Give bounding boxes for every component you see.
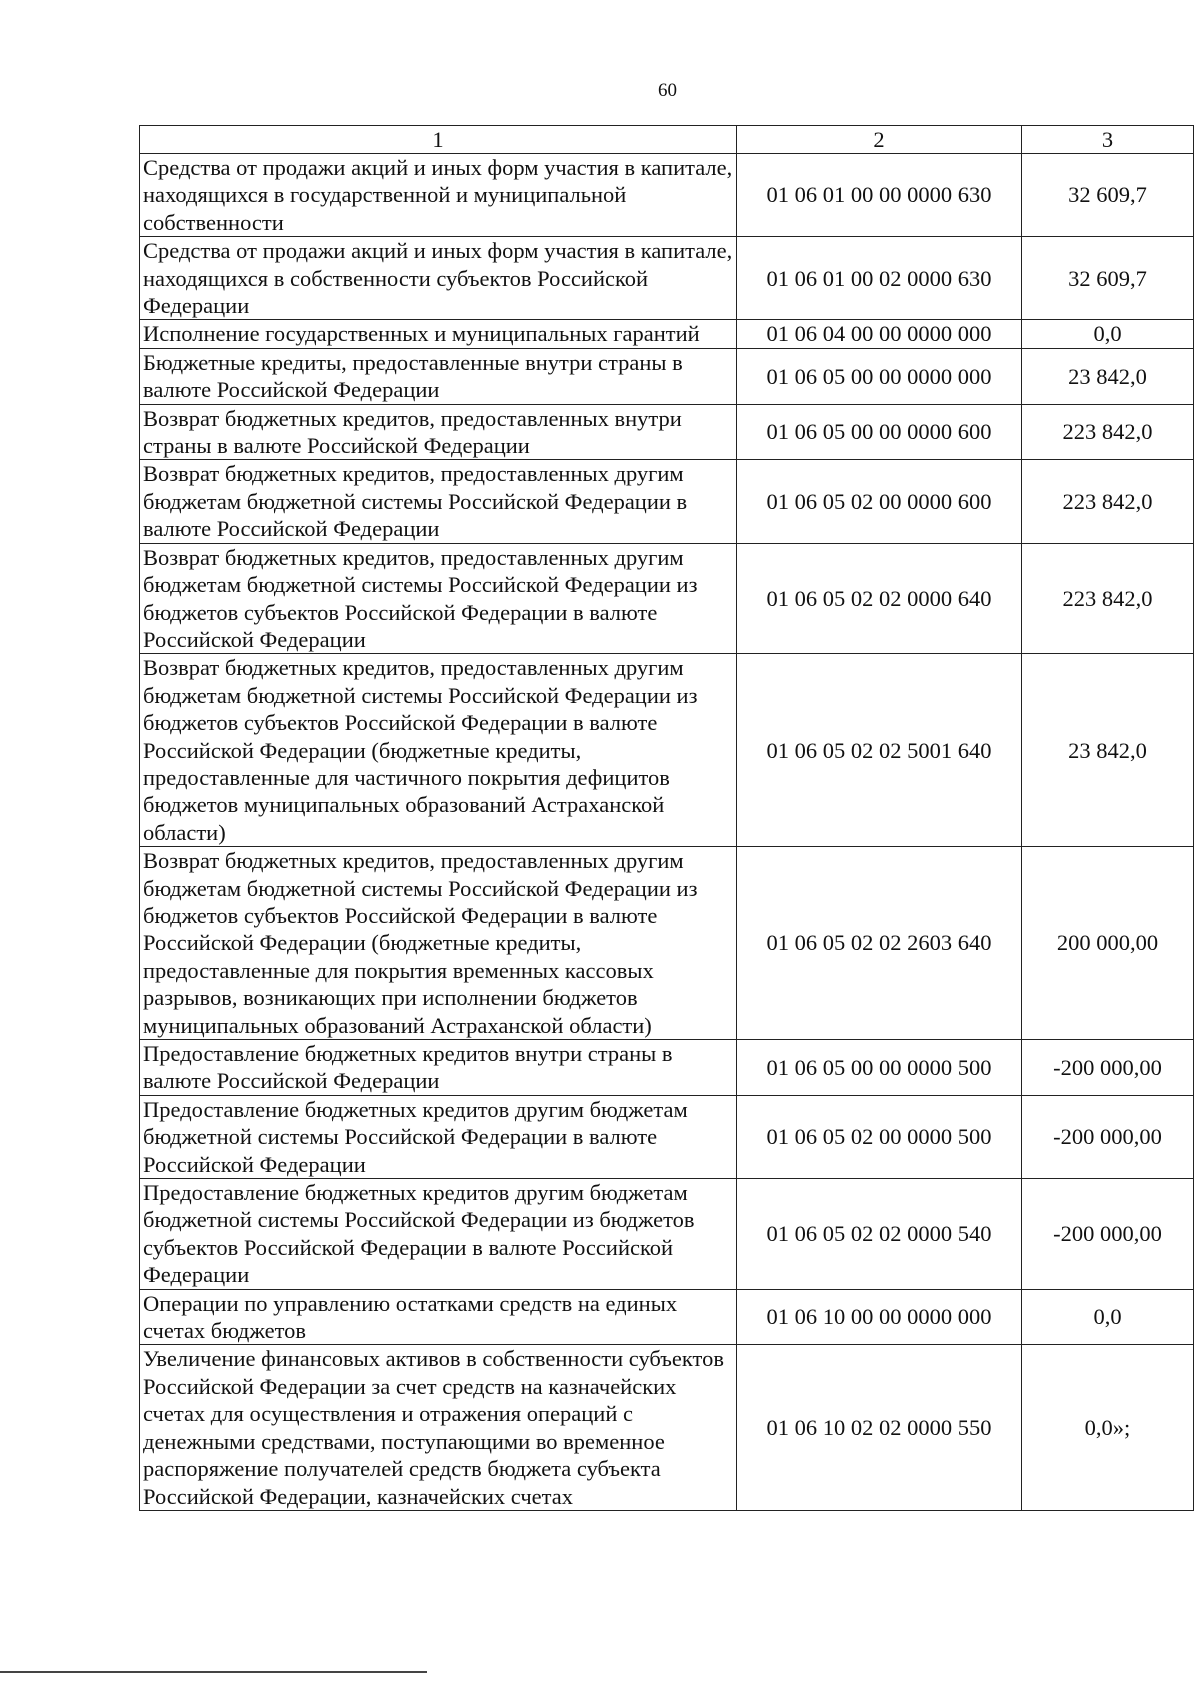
table-header-row: [140, 126, 1194, 154]
row-amount: 223 842,0: [1022, 543, 1194, 654]
row-code: 01 06 05 02 00 0000 500: [737, 1095, 1022, 1178]
row-code: 01 06 05 02 02 2603 640: [737, 847, 1022, 1040]
table-row: [140, 460, 1194, 543]
row-code: 01 06 05 00 00 0000 600: [737, 404, 1022, 460]
row-name: Бюджетные кредиты, предоставленные внутри страны в валюте Российской Федерации: [140, 348, 737, 404]
table-row: [140, 543, 1194, 654]
column-header-code: 2: [737, 126, 1022, 154]
page-number: 60: [658, 80, 677, 101]
table-row: [140, 1289, 1194, 1345]
row-name: Предоставление бюджетных кредитов другим бюджетам бюджетной системы Российской Федерации в валюте Российской Федерации: [140, 1095, 737, 1178]
row-amount: 200 000,00: [1022, 847, 1194, 1040]
row-name: Возврат бюджетных кредитов, предоставленных другим бюджетам бюджетной системы Российской Федерации из бюджетов субъектов Российской Федерации в валюте Российской Федерации (бюджетные кредиты, предоставленные для покрытия временных кассовых разрывов, возникающих при исполнении бюджетов муниципальных образований Астраханской области): [140, 847, 737, 1040]
table-row: [140, 1179, 1194, 1290]
row-amount: 223 842,0: [1022, 404, 1194, 460]
row-name: Увеличение финансовых активов в собственности субъектов Российской Федерации за счет средств на казначейских счетах для осуществления и отражения операций с денежными средствами, поступающими во временное распоряжение получателей средств бюджета субъекта Российской Федерации, казначейских счетах: [140, 1345, 737, 1510]
row-code: 01 06 05 02 02 5001 640: [737, 654, 1022, 847]
table-row: [140, 1095, 1194, 1178]
row-amount: 23 842,0: [1022, 654, 1194, 847]
row-name: Операции по управлению остатками средств на единых счетах бюджетов: [140, 1289, 737, 1345]
row-name: Возврат бюджетных кредитов, предоставленных внутри страны в валюте Российской Федерации: [140, 404, 737, 460]
row-code: 01 06 01 00 00 0000 630: [737, 154, 1022, 237]
table-row: [140, 847, 1194, 1040]
row-amount: -200 000,00: [1022, 1095, 1194, 1178]
table-row: [140, 237, 1194, 320]
row-amount: -200 000,00: [1022, 1179, 1194, 1290]
row-code: 01 06 10 00 00 0000 000: [737, 1289, 1022, 1345]
row-amount: 0,0»;: [1022, 1345, 1194, 1510]
row-amount: 223 842,0: [1022, 460, 1194, 543]
table-row: [140, 1040, 1194, 1096]
table-row: [140, 320, 1194, 348]
row-name: Возврат бюджетных кредитов, предоставленных другим бюджетам бюджетной системы Российской Федерации из бюджетов субъектов Российской Федерации в валюте Российской Федерации (бюджетные кредиты, предоставленные для частичного покрытия дефицитов бюджетов муниципальных образований Астраханской области): [140, 654, 737, 847]
budget-sources-table: [139, 125, 1194, 1511]
row-amount: 0,0: [1022, 1289, 1194, 1345]
row-amount: -200 000,00: [1022, 1040, 1194, 1096]
row-name: Возврат бюджетных кредитов, предоставленных другим бюджетам бюджетной системы Российской Федерации из бюджетов субъектов Российской Федерации в валюте Российской Федерации: [140, 543, 737, 654]
row-code: 01 06 05 02 00 0000 600: [737, 460, 1022, 543]
row-name: Средства от продажи акций и иных форм участия в капитале, находящихся в государственной и муниципальной собственности: [140, 154, 737, 237]
column-header-amount: 3: [1022, 126, 1194, 154]
row-name: Исполнение государственных и муниципальных гарантий: [140, 320, 737, 348]
row-code: 01 06 05 00 00 0000 500: [737, 1040, 1022, 1096]
row-code: 01 06 05 02 02 0000 640: [737, 543, 1022, 654]
row-code: 01 06 05 00 00 0000 000: [737, 348, 1022, 404]
table-row: [140, 404, 1194, 460]
table-row: [140, 154, 1194, 237]
row-amount: 23 842,0: [1022, 348, 1194, 404]
row-amount: 32 609,7: [1022, 154, 1194, 237]
table-row: [140, 348, 1194, 404]
row-code: 01 06 05 02 02 0000 540: [737, 1179, 1022, 1290]
row-name: Средства от продажи акций и иных форм участия в капитале, находящихся в собственности субъектов Российской Федерации: [140, 237, 737, 320]
footer-rule: [0, 1671, 427, 1673]
row-code: 01 06 10 02 02 0000 550: [737, 1345, 1022, 1510]
table-row: [140, 654, 1194, 847]
row-code: 01 06 01 00 02 0000 630: [737, 237, 1022, 320]
row-amount: 32 609,7: [1022, 237, 1194, 320]
row-name: Предоставление бюджетных кредитов внутри страны в валюте Российской Федерации: [140, 1040, 737, 1096]
row-amount: 0,0: [1022, 320, 1194, 348]
table-row: [140, 1345, 1194, 1510]
column-header-name: 1: [140, 126, 737, 154]
row-name: Возврат бюджетных кредитов, предоставленных другим бюджетам бюджетной системы Российской Федерации в валюте Российской Федерации: [140, 460, 737, 543]
row-code: 01 06 04 00 00 0000 000: [737, 320, 1022, 348]
row-name: Предоставление бюджетных кредитов другим бюджетам бюджетной системы Российской Федерации из бюджетов субъектов Российской Федерации в валюте Российской Федерации: [140, 1179, 737, 1290]
